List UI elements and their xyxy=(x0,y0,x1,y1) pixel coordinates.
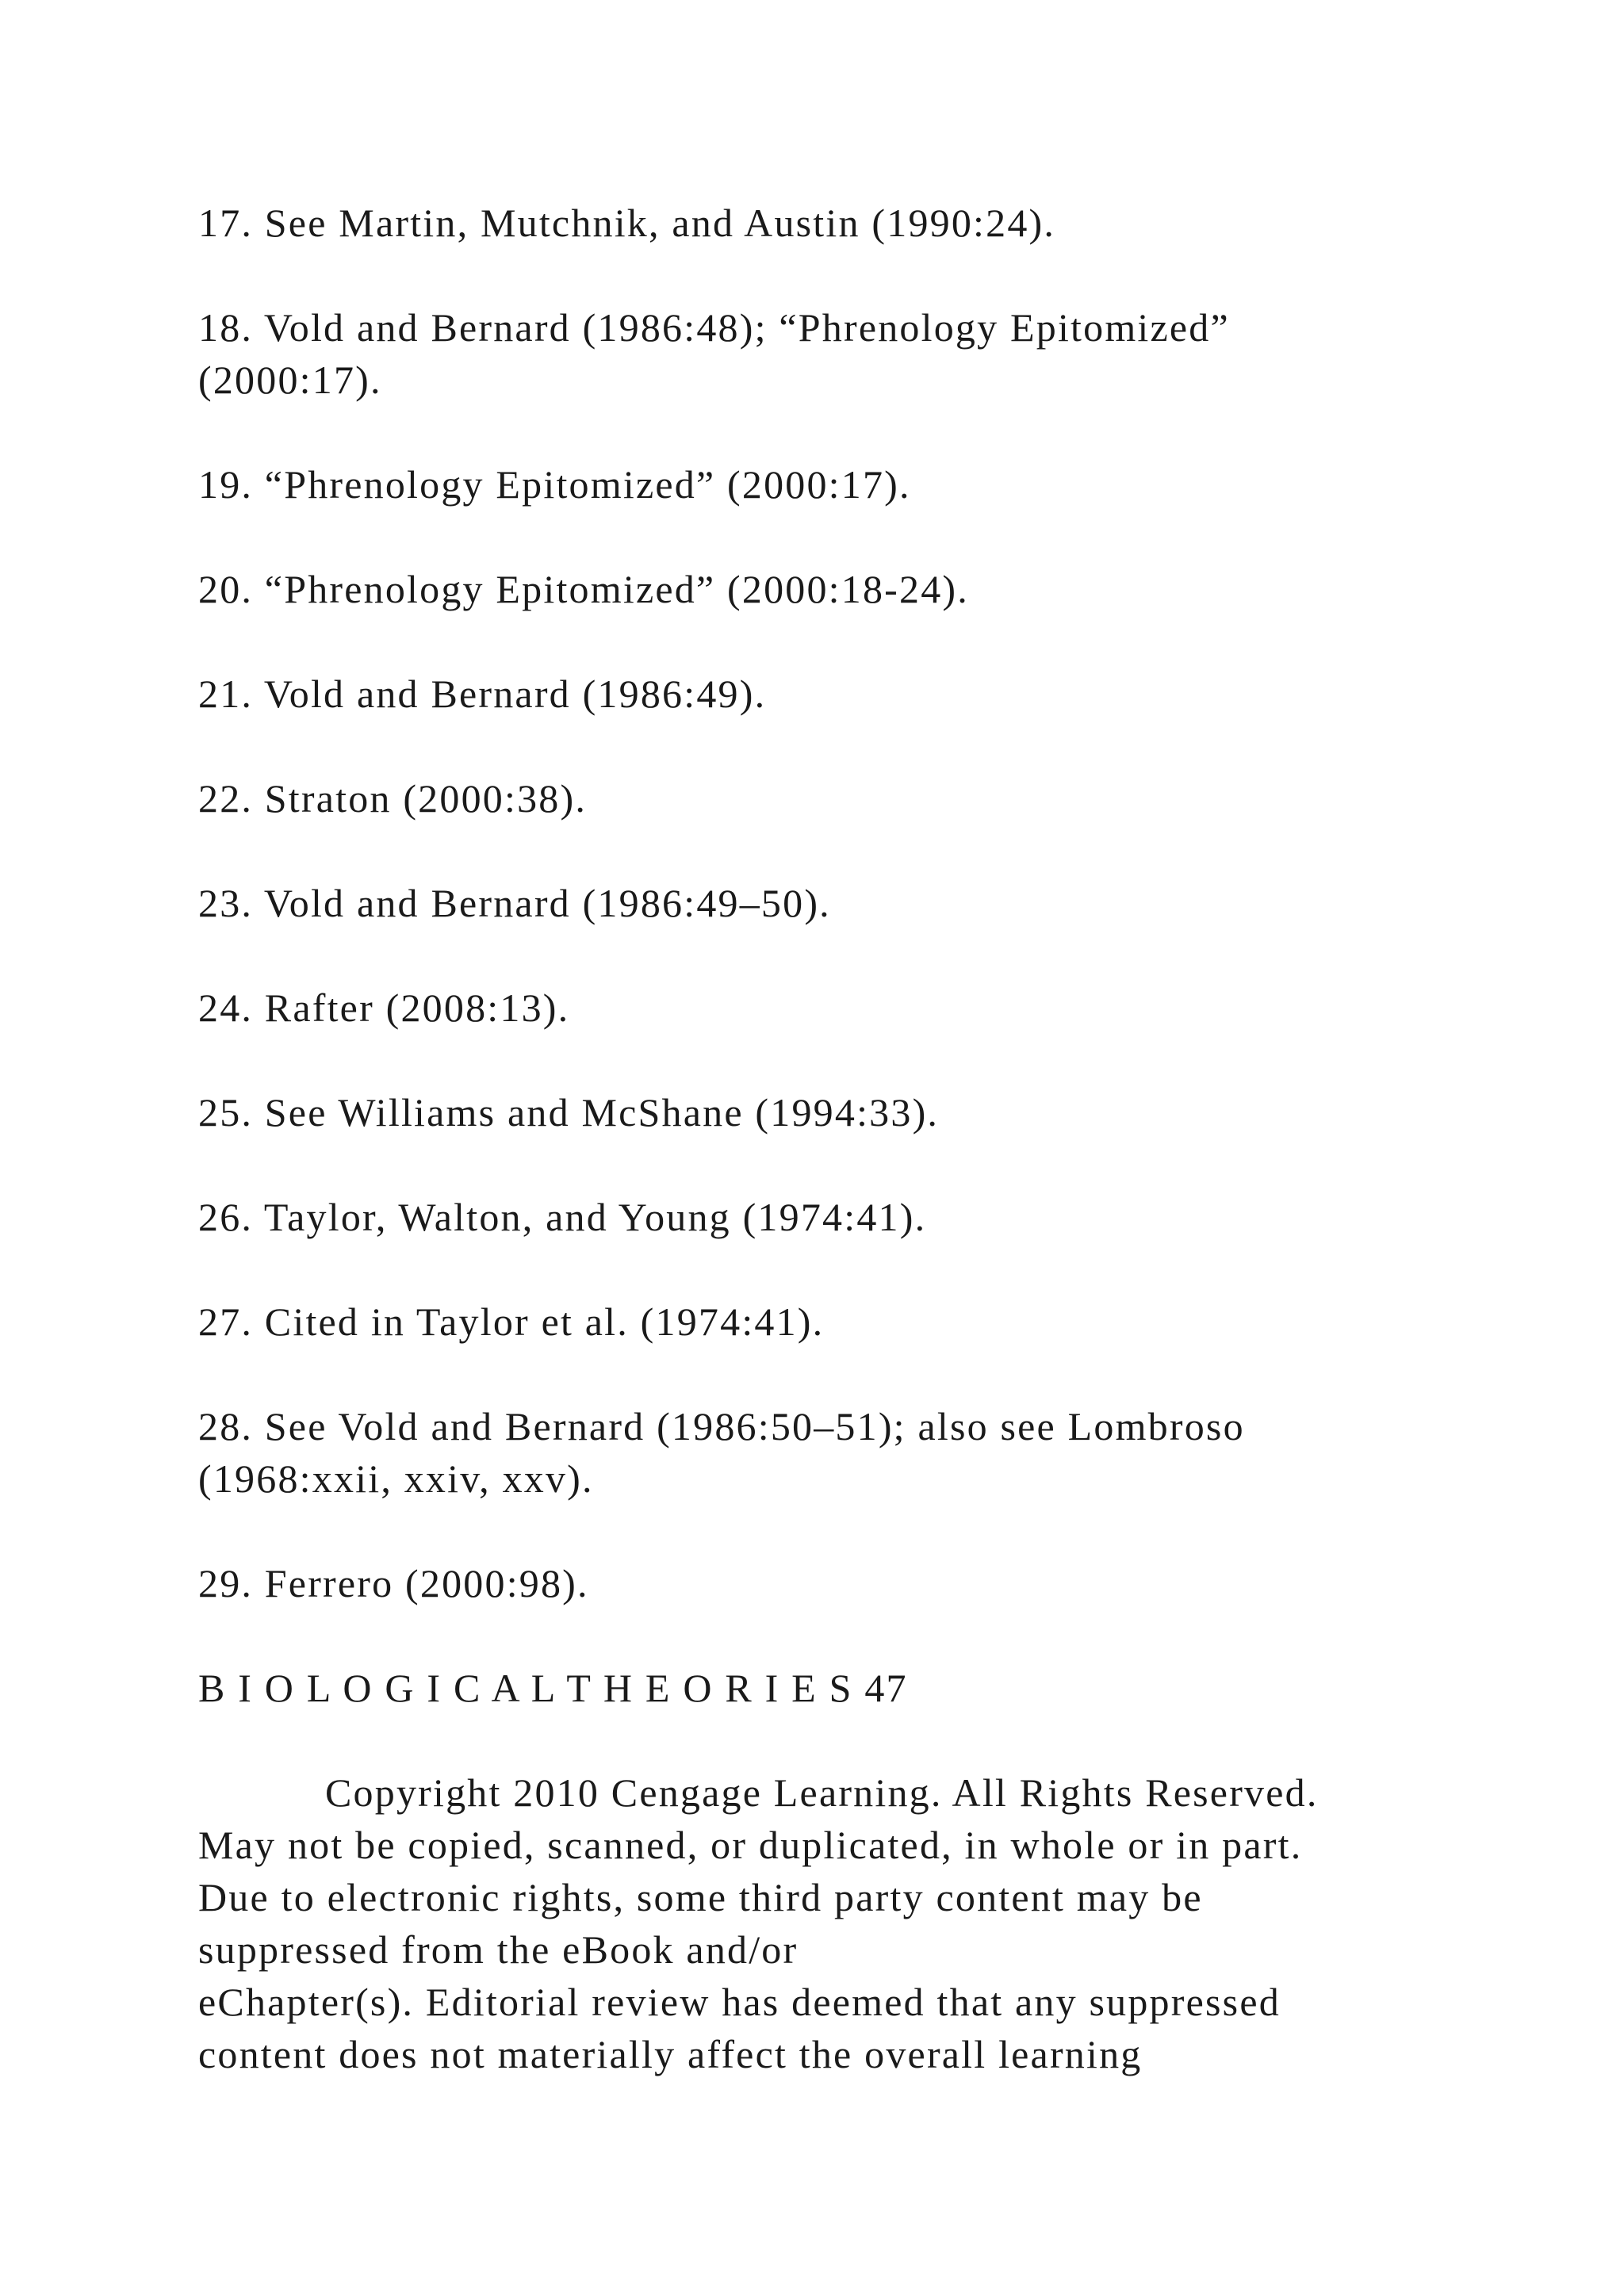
copyright-line: eChapter(s). Editorial review has deemed that any suppressed xyxy=(198,1980,1281,2024)
endnote-20: 20. “Phrenology Epitomized” (2000:18-24). xyxy=(198,567,969,611)
endnote-27: 27. Cited in Taylor et al. (1974:41). xyxy=(198,1299,825,1344)
endnote-22: 22. Straton (2000:38). xyxy=(198,776,588,821)
endnote-17: 17. See Martin, Mutchnik, and Austin (1990:24). xyxy=(198,201,1056,245)
endnote-18: 18. Vold and Bernard (1986:48); “Phrenology Epitomized” (2000:17). xyxy=(198,305,1230,402)
endnote-26: 26. Taylor, Walton, and Young (1974:41). xyxy=(198,1195,927,1239)
copyright-line: May not be copied, scanned, or duplicated, in whole or in part. xyxy=(198,1823,1303,1867)
endnote-28: 28. See Vold and Bernard (1986:50–51); also see Lombroso (1968:xxii, xxiv, xxv). xyxy=(198,1404,1245,1501)
endnote-23: 23. Vold and Bernard (1986:49–50). xyxy=(198,881,831,925)
endnote-21: 21. Vold and Bernard (1986:49). xyxy=(198,672,767,716)
copyright-line: Copyright 2010 Cengage Learning. All Rights Reserved. xyxy=(325,1770,1319,1815)
copyright-line: Due to electronic rights, some third party content may be xyxy=(198,1875,1203,1919)
endnotes-list xyxy=(198,197,1499,1609)
endnote-25: 25. See Williams and McShane (1994:33). xyxy=(198,1090,940,1135)
copyright-notice xyxy=(198,1766,1499,2080)
endnote-29: 29. Ferrero (2000:98). xyxy=(198,1561,589,1605)
copyright-line: content does not materially affect the overall learning xyxy=(198,2032,1143,2076)
running-head: B I O L O G I C A L T H E O R I E S 47 xyxy=(198,1666,908,1710)
page-content xyxy=(198,197,1499,2080)
endnote-24: 24. Rafter (2008:13). xyxy=(198,985,570,1030)
endnote-19: 19. “Phrenology Epitomized” (2000:17). xyxy=(198,462,911,507)
copyright-line: suppressed from the eBook and/or xyxy=(198,1927,799,1972)
